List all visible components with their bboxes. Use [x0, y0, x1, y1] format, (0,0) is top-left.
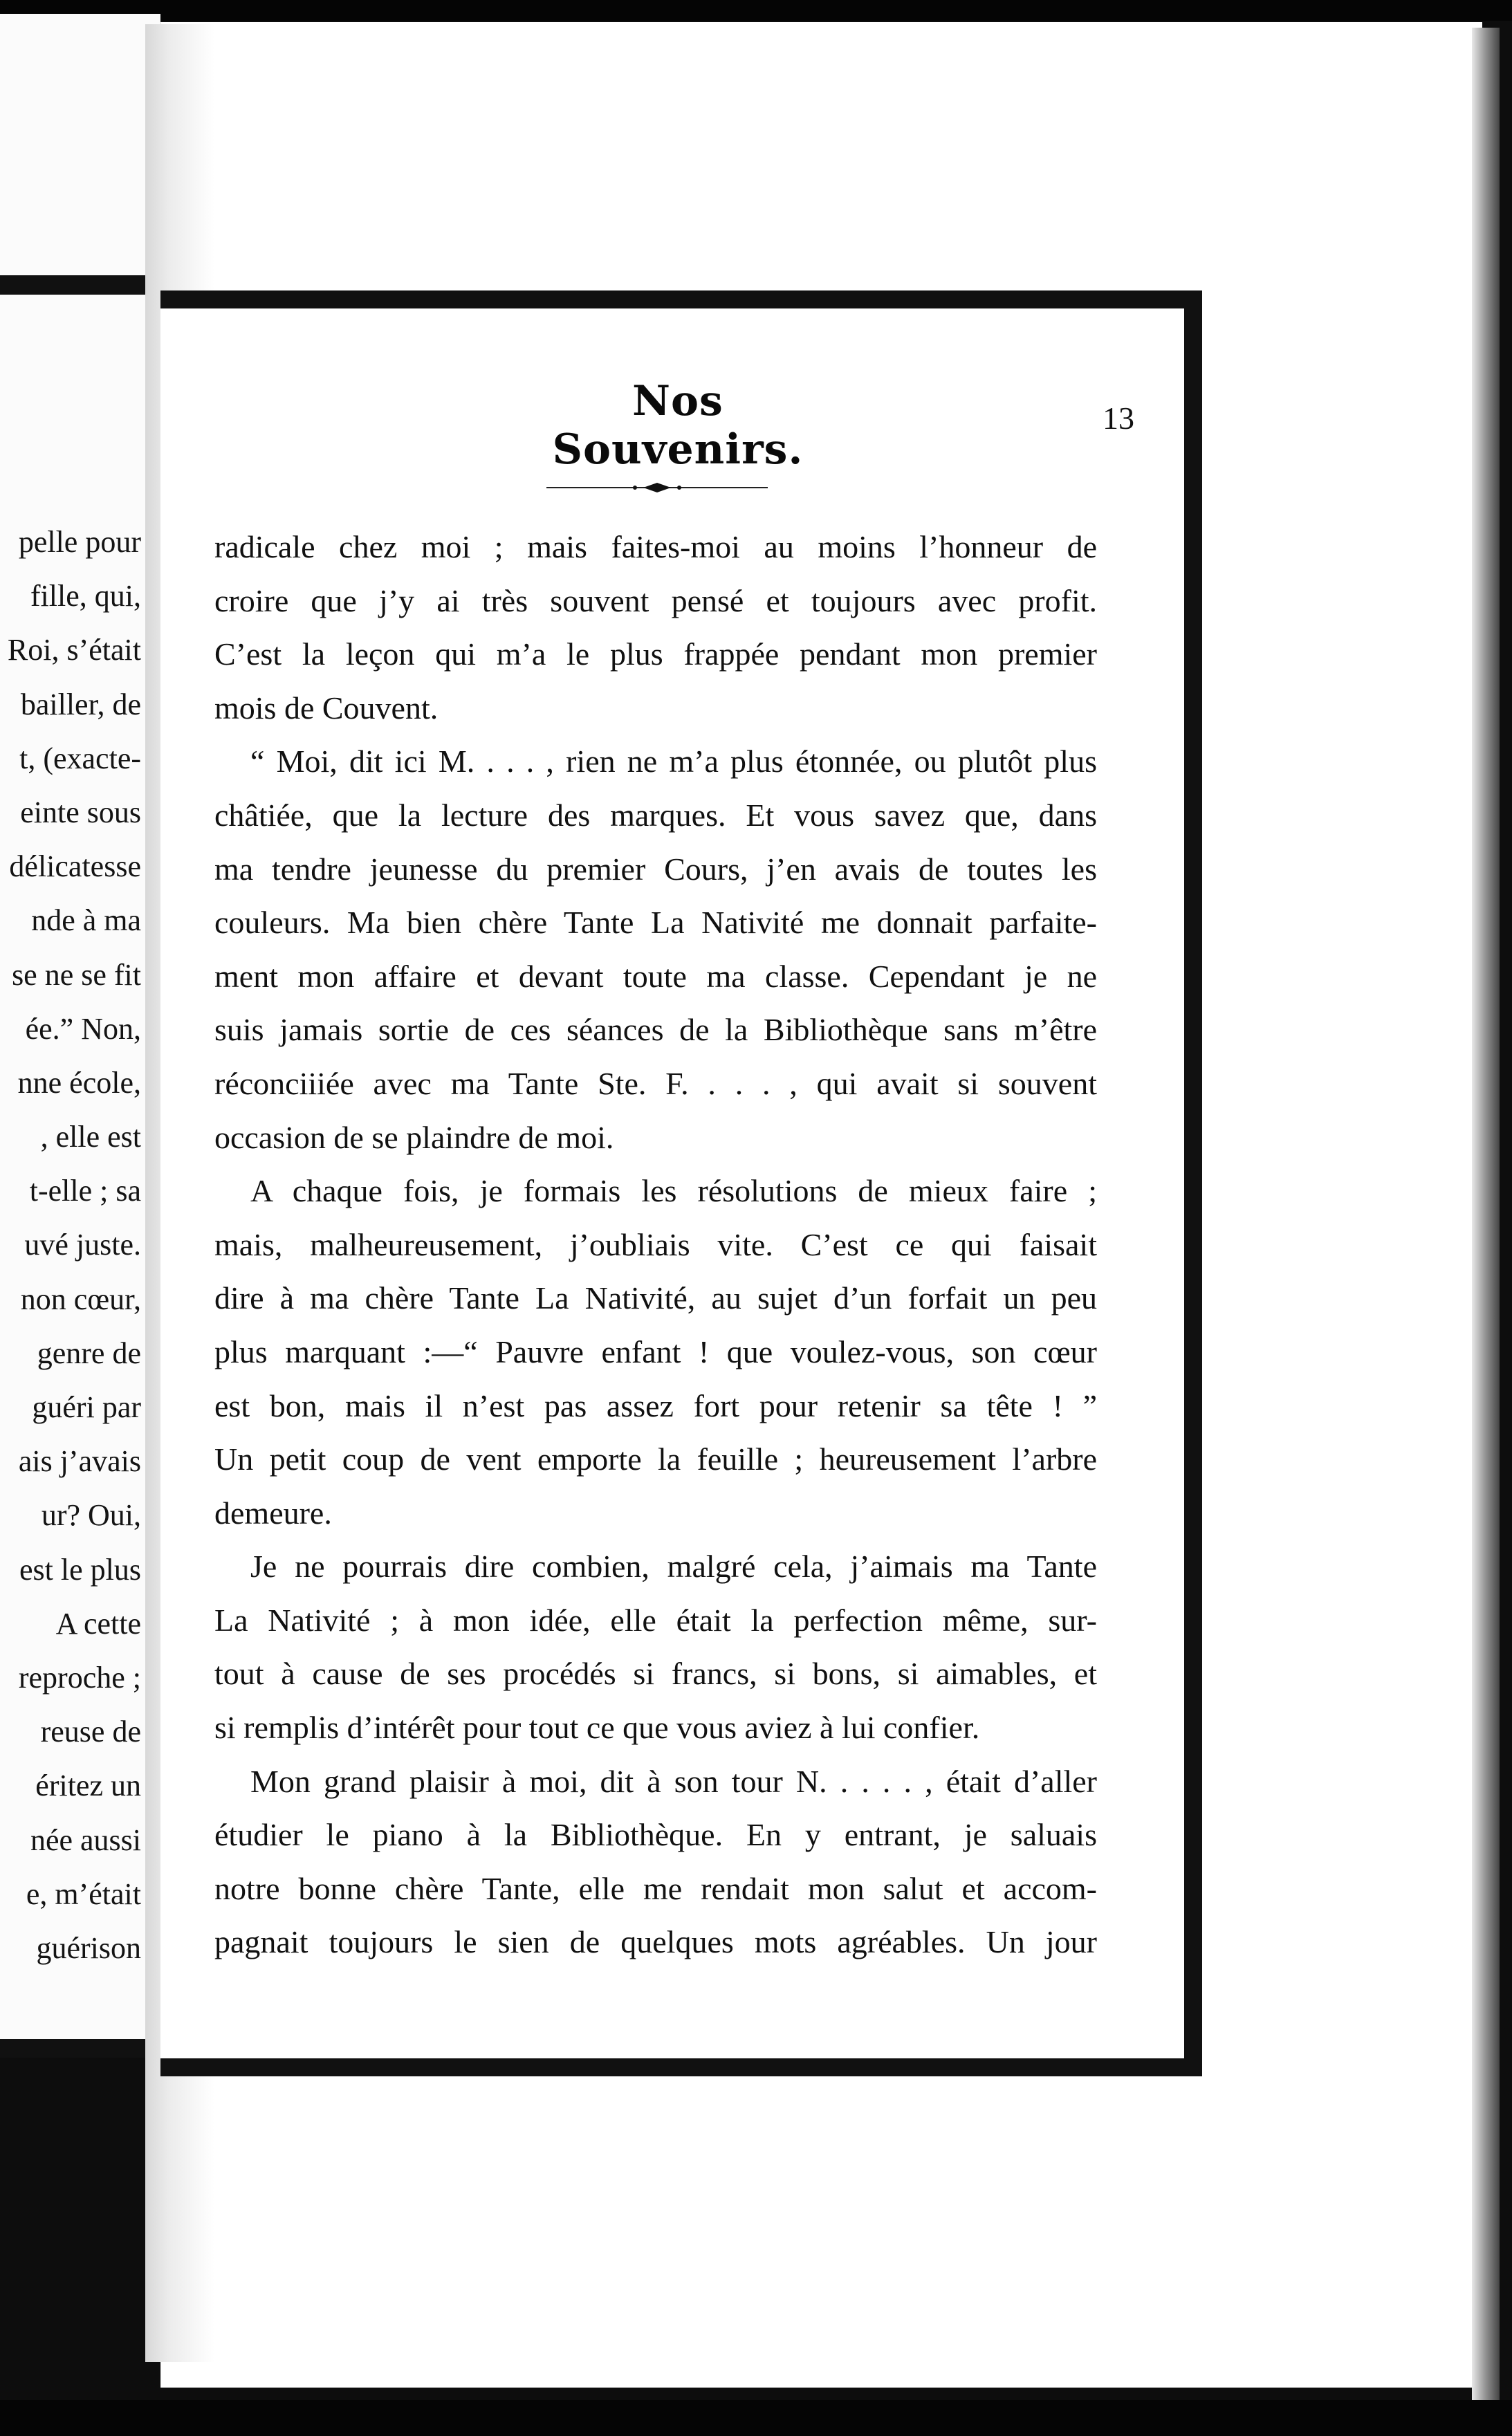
- scan-top-border: [0, 0, 1512, 21]
- page-number: 13: [1103, 400, 1134, 436]
- facing-page-line: non cœur,: [20, 1282, 141, 1316]
- facing-page-line: e, m’était: [26, 1876, 141, 1911]
- scan-bottom-border: [0, 2400, 1512, 2436]
- facing-page-line: bailler, de: [20, 687, 141, 721]
- text-line: “ Moi, dit ici M. . . . , rien ne m’a plus étonnée, ou plutôt plus: [250, 744, 1097, 779]
- text-line: A chaque fois, je formais les résolutions de mieux faire ;: [250, 1173, 1097, 1209]
- facing-page-line: nne école,: [17, 1065, 141, 1100]
- facing-page-line: t, (exacte-: [19, 741, 141, 775]
- facing-page-line: guérison: [36, 1930, 141, 1965]
- facing-page-line: ur? Oui,: [41, 1498, 141, 1533]
- running-head: Nos Souvenirs.: [552, 377, 804, 474]
- text-line: La Nativité ; à mon idée, elle était la perfection même, sur-: [214, 1602, 1097, 1638]
- facing-page-line: uvé juste.: [24, 1228, 141, 1262]
- text-line: étudier le piano à la Bibliothèque. En y entrant, je saluais: [214, 1817, 1097, 1853]
- facing-page-line: est le plus: [19, 1552, 141, 1587]
- text-line: Mon grand plaisir à moi, dit à son tour N. . . . . , était d’aller: [250, 1763, 1097, 1799]
- text-line: couleurs. Ma bien chère Tante La Nativité me donnait parfaite-: [214, 905, 1097, 941]
- facing-page-frame-top: [0, 275, 160, 295]
- text-line: ma tendre jeunesse du premier Cours, j’en avais de toutes les: [214, 851, 1097, 887]
- facing-page-line: se ne se fit: [12, 957, 141, 992]
- text-line: plus marquant :—“ Pauvre enfant ! que voulez-vous, son cœur: [214, 1334, 1097, 1369]
- text-line: C’est la leçon qui m’a le plus frappée pendant mon premier: [214, 636, 1097, 672]
- facing-page: [0, 14, 160, 2058]
- text-line: dire à ma chère Tante La Nativité, au sujet d’un forfait un peu: [214, 1280, 1097, 1316]
- facing-page-line: Roi, s’était: [7, 633, 141, 667]
- text-line: est bon, mais il n’est pas assez fort pour retenir sa tête ! ”: [214, 1387, 1097, 1423]
- facing-page-line: , elle est: [40, 1120, 141, 1154]
- text-line: Un petit coup de vent emporte la feuille ; heureusement l’arbre: [214, 1441, 1097, 1477]
- text-line: mais, malheureusement, j’oubliais vite. C’est ce qui faisait: [214, 1226, 1097, 1262]
- ornament-rule-icon: [546, 477, 768, 498]
- facing-page-line: genre de: [37, 1336, 141, 1370]
- text-line: demeure.: [214, 1495, 332, 1531]
- page-edge-shadow: [1472, 28, 1500, 2400]
- facing-page-line: éritez un: [35, 1769, 141, 1803]
- page-body-text: [214, 520, 1097, 1969]
- facing-page-line: ée.” Non,: [25, 1011, 141, 1046]
- text-line: notre bonne chère Tante, elle me rendait mon salut et accom-: [214, 1870, 1097, 1906]
- text-line: radicale chez moi ; mais faites-moi au moins l’honneur de: [214, 529, 1097, 564]
- text-line: suis jamais sortie de ces séances de la Bibliothèque sans m’être: [214, 1012, 1097, 1048]
- facing-page-line: reproche ;: [18, 1660, 141, 1695]
- text-line: tout à cause de ses procédés si francs, si bons, si aimables, et: [214, 1656, 1097, 1692]
- text-line: mois de Couvent.: [214, 690, 439, 726]
- text-line: occasion de se plaindre de moi.: [214, 1119, 614, 1155]
- text-line: si remplis d’intérêt pour tout ce que vous aviez à lui confier.: [214, 1710, 980, 1746]
- facing-page-frame-bottom: [0, 2039, 160, 2058]
- facing-page-line: einte sous: [20, 795, 141, 829]
- text-line: réconciiiée avec ma Tante Ste. F. . . . , qui avait si souvent: [214, 1065, 1097, 1101]
- facing-page-line: née aussi: [30, 1823, 141, 1857]
- facing-page-line: pelle pour: [18, 525, 141, 559]
- facing-page-line: ais j’avais: [18, 1444, 141, 1479]
- text-line: ment mon affaire et devant toute ma classe. Cependant je ne: [214, 958, 1097, 994]
- facing-page-line: t-elle ; sa: [29, 1174, 141, 1208]
- facing-page-line: fille, qui,: [30, 579, 141, 613]
- facing-page-line: guéri par: [32, 1390, 141, 1424]
- facing-page-line: délicatesse: [9, 849, 141, 884]
- facing-page-line: nde à ma: [31, 903, 141, 938]
- text-line: Je ne pourrais dire combien, malgré cela, j’aimais ma Tante: [250, 1549, 1097, 1585]
- text-line: pagnait toujours le sien de quelques mots agréables. Un jour: [214, 1924, 1097, 1960]
- text-line: châtiée, que la lecture des marques. Et vous savez que, dans: [214, 797, 1097, 833]
- facing-page-text: [0, 515, 141, 1975]
- text-line: croire que j’y ai très souvent pensé et toujours avec profit.: [214, 582, 1097, 618]
- facing-page-line: reuse de: [40, 1715, 141, 1749]
- facing-page-line: A cette: [55, 1606, 141, 1641]
